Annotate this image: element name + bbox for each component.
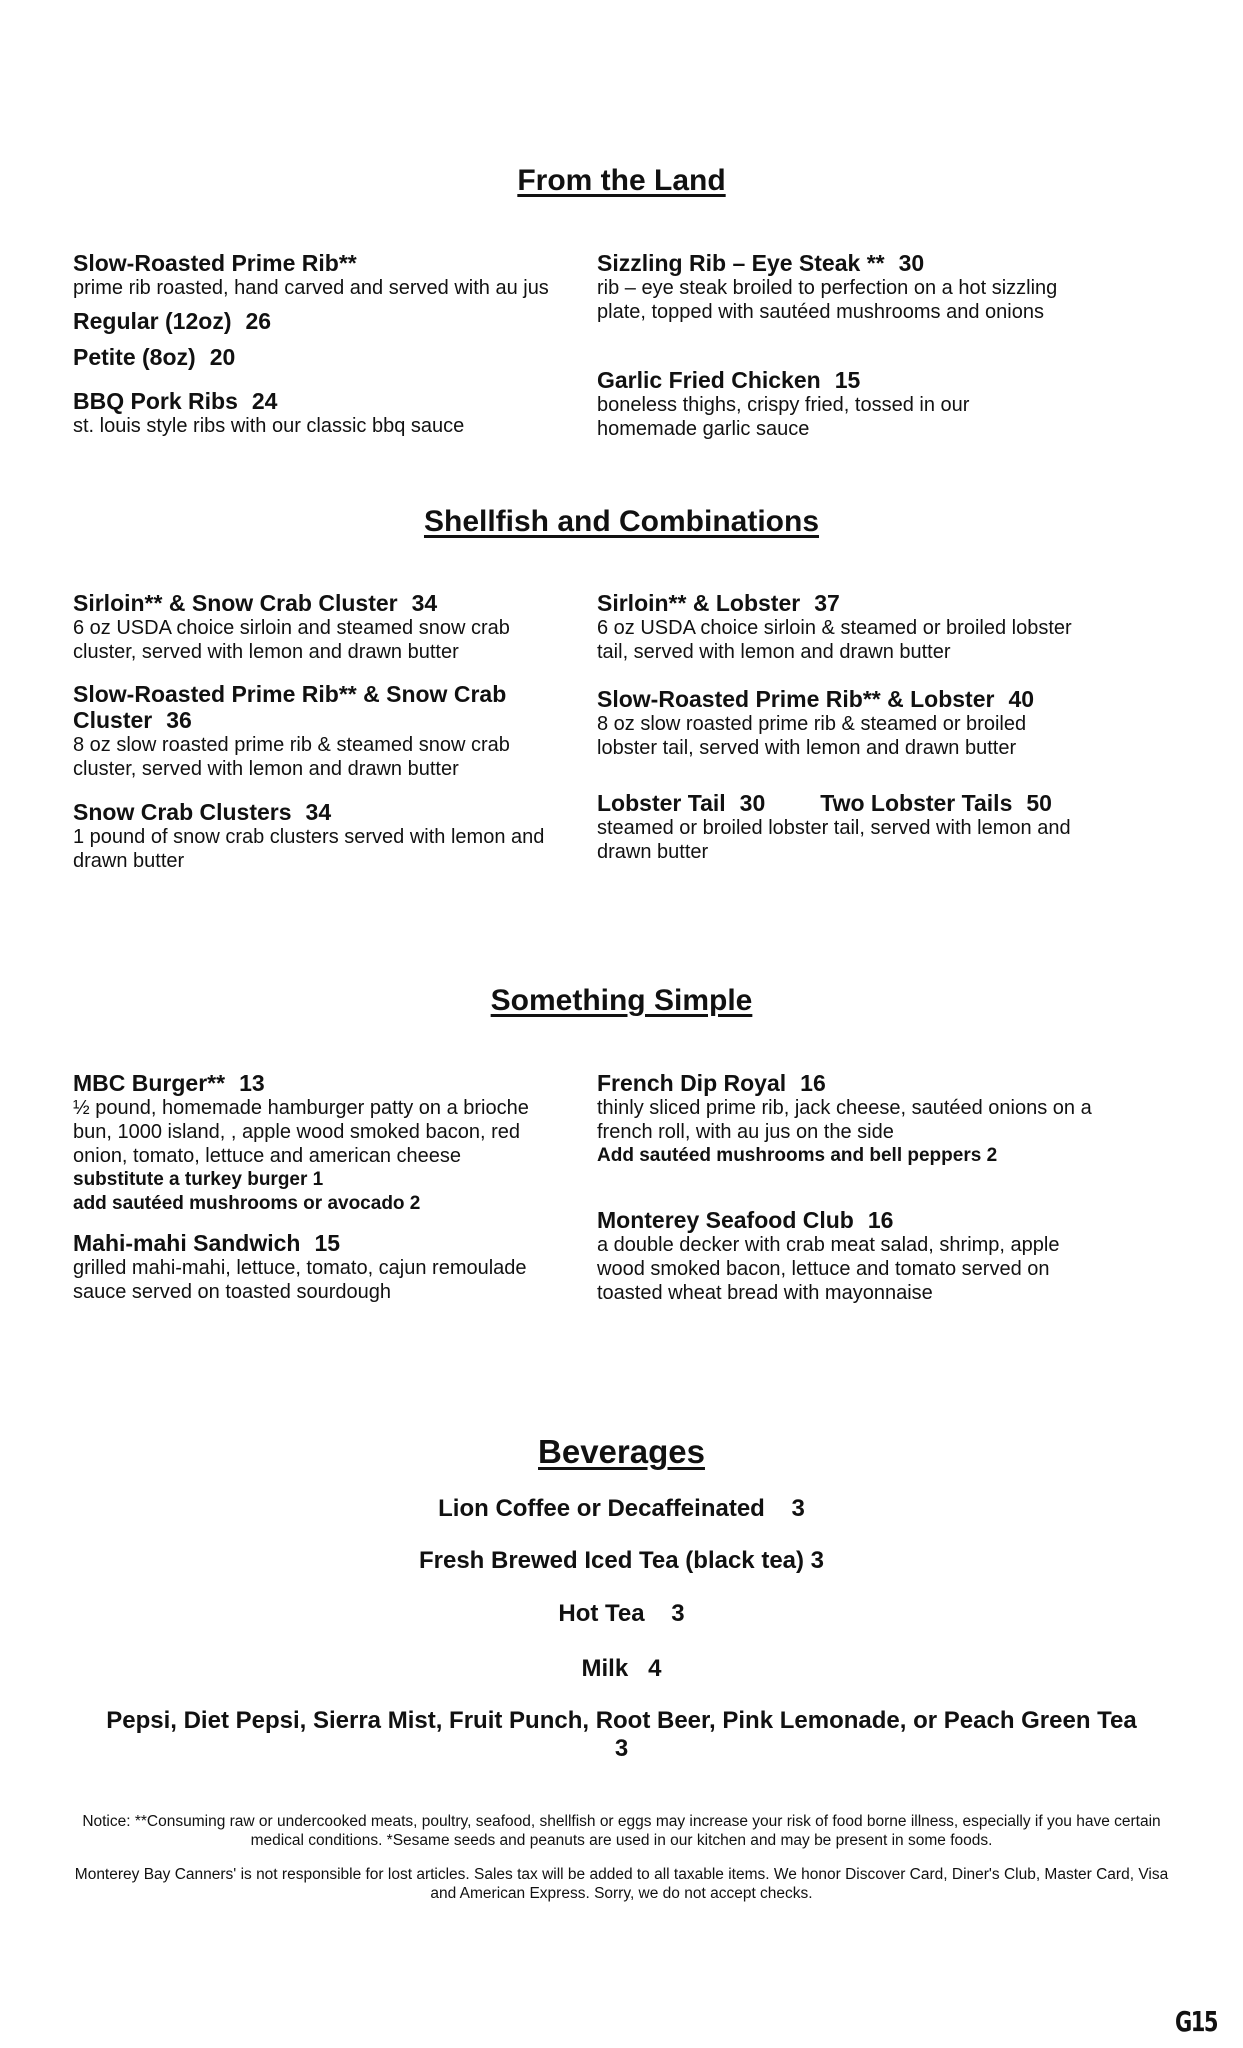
item-price: 34 xyxy=(411,590,438,616)
item-name: Sizzling Rib – Eye Steak ** xyxy=(597,250,885,276)
item-name: French Dip Royal xyxy=(597,1070,787,1096)
menu-item-bbq-ribs xyxy=(73,388,593,438)
menu-item-prime-lobster xyxy=(597,686,1067,760)
item-name: Sirloin** & Lobster xyxy=(597,590,801,616)
item-desc: thinly sliced prime rib, jack cheese, sautéed onions on a french roll, with au jus on the side xyxy=(597,1097,1092,1143)
item-name: MBC Burger** xyxy=(73,1070,226,1096)
item-desc: st. louis style ribs with our classic bbq sauce xyxy=(73,415,465,437)
item-option-mushrooms: add sautéed mushrooms or avocado 2 xyxy=(73,1193,421,1214)
item-price: 30 xyxy=(898,250,925,276)
beverage-sodas-price: 3 xyxy=(614,1735,629,1762)
item-name: Sirloin** & Snow Crab Cluster xyxy=(73,590,398,616)
page-number: G15 xyxy=(1175,2005,1217,2038)
item-name: BBQ Pork Ribs xyxy=(73,388,238,414)
menu-item-regular xyxy=(73,308,593,334)
item-desc: 6 oz USDA choice sirloin & steamed or broiled lobster tail, served with lemon and drawn butter xyxy=(597,617,1072,663)
item-name: Snow Crab Clusters xyxy=(73,799,292,825)
menu-item-garlic-chicken xyxy=(597,367,1017,441)
item-name: Lobster Tail xyxy=(597,790,726,816)
item-price: 15 xyxy=(834,367,861,393)
item-desc: 8 oz slow roasted prime rib & steamed or broiled lobster tail, served with lemon and drawn butter xyxy=(597,713,1027,759)
beverage-milk: Milk 4 xyxy=(581,1655,662,1682)
menu-item-burger xyxy=(73,1070,553,1216)
item-price: 15 xyxy=(314,1230,341,1256)
beverage-iced-tea: Fresh Brewed Iced Tea (black tea) 3 xyxy=(418,1547,825,1574)
menu-item-prime-crab xyxy=(73,681,543,781)
item-price: 16 xyxy=(800,1070,826,1096)
notice-policies: Monterey Bay Canners' is not responsible for lost articles. Sales tax will be added to all taxable items. We honor Discover Card, Diner's Club, Master Card, Visa and American Express. Sorry, we do not accept checks. xyxy=(74,1866,1169,1902)
menu-item-french-dip xyxy=(597,1070,1097,1168)
menu-item-crab-clusters xyxy=(73,799,573,873)
section-title-land: From the Land xyxy=(517,164,726,197)
item-desc: grilled mahi-mahi, lettuce, tomato, cajun remoulade sauce served on toasted sourdough xyxy=(73,1257,527,1303)
menu-item-seafood-club xyxy=(597,1207,1097,1305)
item-desc: 6 oz USDA choice sirloin and steamed snow crab cluster, served with lemon and drawn butter xyxy=(73,617,510,663)
item-name-2: Two Lobster Tails xyxy=(820,790,1013,816)
section-title-shellfish: Shellfish and Combinations xyxy=(423,505,820,538)
menu-item-sirloin-lobster xyxy=(597,590,1097,664)
item-price: 30 xyxy=(739,790,766,816)
beverage-hot-tea: Hot Tea 3 xyxy=(558,1600,685,1627)
menu-item-petite xyxy=(73,344,593,370)
item-price: 20 xyxy=(209,344,236,370)
menu-item-ribeye xyxy=(597,250,1097,324)
item-price: 37 xyxy=(814,590,840,616)
item-price: 36 xyxy=(166,707,192,733)
item-desc: boneless thighs, crispy fried, tossed in our homemade garlic sauce xyxy=(597,394,970,440)
item-desc: 1 pound of snow crab clusters served with lemon and drawn butter xyxy=(73,826,545,872)
menu-item-sirloin-crab xyxy=(73,590,563,664)
item-price: 13 xyxy=(239,1070,265,1096)
item-name: Garlic Fried Chicken xyxy=(597,367,821,393)
menu-item-prime-rib xyxy=(73,250,593,300)
item-price: 26 xyxy=(245,308,272,334)
item-name: Slow-Roasted Prime Rib** & Snow Crab Cluster xyxy=(73,681,507,733)
item-price: 24 xyxy=(251,388,278,414)
beverage-coffee: Lion Coffee or Decaffeinated 3 xyxy=(438,1495,805,1522)
item-desc: a double decker with crab meat salad, shrimp, apple wood smoked bacon, lettuce and tomato served on toasted wheat bread with mayonnaise xyxy=(597,1234,1060,1304)
item-name: Petite (8oz) xyxy=(73,344,196,370)
section-title-simple: Something Simple xyxy=(490,984,753,1017)
item-desc: steamed or broiled lobster tail, served with lemon and drawn butter xyxy=(597,817,1071,863)
item-desc: 8 oz slow roasted prime rib & steamed snow crab cluster, served with lemon and drawn butter xyxy=(73,734,510,780)
item-option-turkey: substitute a turkey burger 1 xyxy=(73,1169,324,1190)
item-name: Regular (12oz) xyxy=(73,308,232,334)
notice-food-safety: Notice: **Consuming raw or undercooked meats, poultry, seafood, shellfish or eggs may increase your risk of food borne illness, especially if you have certain medical conditions. *Sesame seeds and peanuts are used in our kitchen and may be present in some foods. xyxy=(82,1813,1161,1849)
menu-item-lobster-tail xyxy=(597,790,1097,864)
item-name: Slow-Roasted Prime Rib** & Lobster xyxy=(597,686,995,712)
item-name: Monterey Seafood Club xyxy=(597,1207,854,1233)
item-option-peppers: Add sautéed mushrooms and bell peppers 2 xyxy=(597,1145,998,1166)
item-price: 40 xyxy=(1008,686,1035,712)
item-price: 34 xyxy=(305,799,332,825)
menu-item-mahi xyxy=(73,1230,553,1304)
beverage-sodas: Pepsi, Diet Pepsi, Sierra Mist, Fruit Punch, Root Beer, Pink Lemonade, or Peach Green Tea xyxy=(106,1707,1137,1734)
item-name: Slow-Roasted Prime Rib** xyxy=(73,250,357,276)
item-name: Mahi-mahi Sandwich xyxy=(73,1230,301,1256)
item-price-2: 50 xyxy=(1026,790,1052,816)
item-price: 16 xyxy=(867,1207,894,1233)
item-desc: prime rib roasted, hand carved and served with au jus xyxy=(73,277,549,299)
section-title-beverages: Beverages xyxy=(538,1433,705,1470)
item-desc: ½ pound, homemade hamburger patty on a brioche bun, 1000 island, , apple wood smoked bacon, red onion, tomato, lettuce and american cheese xyxy=(73,1097,529,1167)
item-desc: rib – eye steak broiled to perfection on a hot sizzling plate, topped with sautéed mushrooms and onions xyxy=(597,277,1058,323)
